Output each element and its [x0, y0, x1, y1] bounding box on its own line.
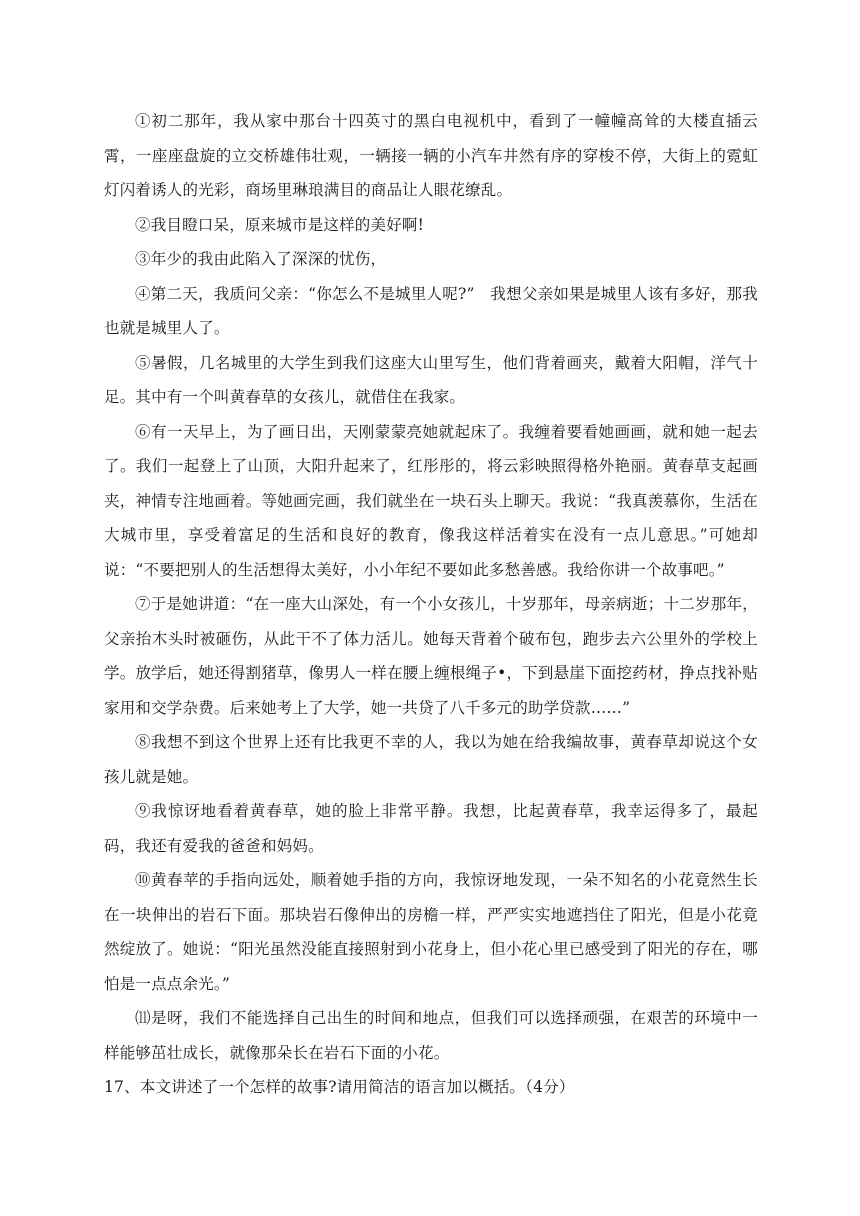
paragraph-6: ⑥有一天早上，为了画日出，天刚蒙蒙亮她就起床了。我缠着要看她画画，就和她一起去了。我们一起登上了山顶，大阳升起来了，红彤彤的，将云彩映照得格外艳丽。黄春草支起画夹，神情专注地画着。等她画完画，我们就坐在一块石头上聊天。我说：“我真羡慕你，生活在大城市里，享受着富足的生活和良好的教育，像我这样活着实在没有一点儿意思。”可她却说：“不要把别人的生活想得太美好，小小年纪不要如此多愁善感。我给你讲一个故事吧。” [104, 422, 758, 579]
paragraph-2: ②我目瞪口呆，原来城市是这样的美好啊! [135, 215, 425, 234]
paragraph-9: ⑨我惊讶地看着黄春草，她的脸上非常平静。我想，比起黄春草，我幸运得多了，最起码，我还有爱我的爸爸和妈妈。 [104, 802, 758, 855]
paragraph-1: ①初二那年，我从家中那台十四英寸的黑白电视机中，看到了一幢幢高耸的大楼直插云霄，一座座盘旋的立交桥雄伟壮观，一辆接一辆的小汽车井然有序的穿梭不停，大街上的霓虹灯闪着诱人的光彩，商场里琳琅满目的商品让人眼花缭乱。 [104, 112, 758, 199]
paragraph-4: ④第二天，我质问父亲：“你怎么不是城里人呢?” 我想父亲如果是城里人该有多好，那我也就是城里人了。 [104, 284, 758, 337]
question-17: 17、本文讲述了一个怎样的故事?请用简洁的语言加以概括。（4分） [104, 1078, 575, 1096]
paragraph-10: ⑩黄春苹的手指向远处，顺着她手指的方向，我惊讶地发现，一朵不知名的小花竟然生长在一块伸出的岩石下面。那块岩石像伸出的房檐一样，严严实实地遮挡住了阳光，但是小花竟然绽放了。她说：“阳光虽然没能直接照射到小花身上，但小花心里已感受到了阳光的存在，哪怕是一点点余光。” [104, 871, 758, 993]
paragraph-8: ⑧我想不到这个世界上还有比我更不幸的人，我以为她在给我编故事，黄春草却说这个女孩儿就是她。 [104, 733, 758, 786]
paragraph-5: ⑤暑假，几名城里的大学生到我们这座大山里写生，他们背着画夹，戴着大阳帽，洋气十足。其中有一个叫黄春草的女孩儿，就借住在我家。 [104, 353, 758, 406]
document-page [104, 104, 758, 1105]
paragraph-7: ⑦于是她讲道：“在一座大山深处，有一个小女孩儿，十岁那年，母亲病逝；十二岁那年，父亲抬木头时被砸伤，从此干不了体力活儿。她每天背着个破布包，跑步去六公里外的学校上学。放学后，她还得割猪草，像男人一样在腰上缠根绳子•，下到悬崖下面挖药材，挣点找补贴家用和交学杂费。后来她考上了大学，她一共贷了八千多元的助学贷款……” [104, 595, 758, 717]
paragraph-11: ⑾是呀，我们不能选择自己出生的时间和地点，但我们可以选择顽强，在艰苦的环境中一样能够茁壮成长，就像那朵长在岩石下面的小花。 [104, 1009, 758, 1062]
paragraph-3: ③年少的我由此陷入了深深的忧伤， [135, 250, 387, 268]
